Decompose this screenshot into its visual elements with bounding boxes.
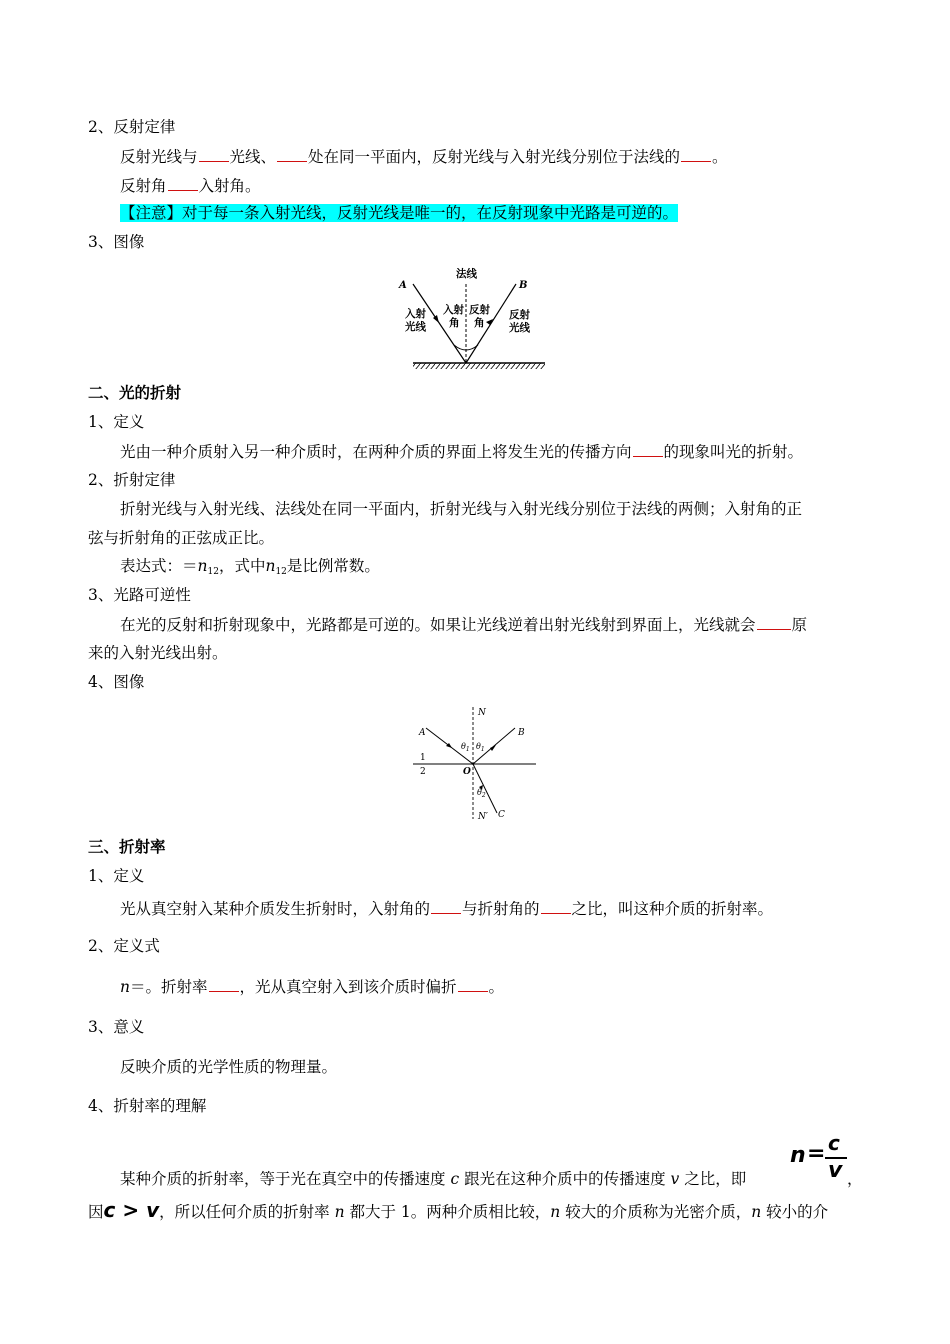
label-A: A — [399, 280, 407, 291]
label-N-prime: N′ — [478, 812, 488, 822]
heading-refraction-definition: 1、定义 — [88, 413, 145, 431]
label-B: B — [519, 280, 528, 291]
fill-blank[interactable] — [541, 898, 571, 914]
heading-refraction-law: 2、折射定律 — [88, 471, 176, 489]
section-title-refraction: 二、光的折射 — [88, 384, 182, 402]
reversibility-line-2: 来的入射光线出射。 — [88, 644, 228, 662]
svg-text:光线: 光线 — [509, 322, 530, 334]
refraction-definition: 光由一种介质射入另一种介质时，在两种介质的界面上将发生光的传播方向 的现象叫光的折射。 — [120, 443, 804, 461]
fill-blank[interactable] — [757, 614, 791, 630]
refraction-diagram — [412, 703, 542, 823]
svg-text:光线: 光线 — [405, 321, 426, 333]
label-A: A — [419, 728, 426, 738]
fill-blank[interactable] — [431, 898, 461, 914]
attention-note: 【注意】对于每一条入射光线，反射光线是唯一的，在反射现象中光路是可逆的。 — [120, 204, 679, 222]
fill-blank[interactable] — [458, 976, 488, 992]
label-O: O — [463, 767, 471, 777]
index-definition: 光从真空射入某种介质发生折射时，入射角的 与折射角的 之比，叫这种介质的折射率。 — [120, 900, 774, 918]
fill-blank[interactable] — [681, 146, 711, 162]
heading-definition-formula: 2、定义式 — [88, 937, 160, 955]
svg-text:角: 角 — [449, 317, 460, 329]
reflection-law-paragraph-1: 反射光线与 光线、 处在同一平面内，反射光线与入射光线分别位于法线的 。 — [120, 148, 728, 166]
section-heading-reflection-law: 2、反射定律 — [88, 118, 176, 136]
fill-blank[interactable] — [633, 441, 663, 457]
understanding-line-2: 因c > v，所以任何介质的折射率 n 都大于 1。两种介质相比较，n 较大的介质称为光密介质，n 较小的介 — [88, 1198, 829, 1222]
understanding-line-1: 某种介质的折射率，等于光在真空中的传播速度 c 跟光在这种介质中的传播速度 v 之比，即 — [120, 1170, 747, 1188]
label-medium-1: 1 — [420, 753, 426, 763]
heading-index-definition: 1、定义 — [88, 867, 145, 885]
reflection-law-paragraph-2: 反射角 入射角。 — [120, 177, 261, 195]
label-theta1-right: $\theta_1$ — [476, 742, 485, 753]
refraction-law-line-1: 折射光线与入射光线、法线处在同一平面内，折射光线与入射光线分别位于法线的两侧；入射角的正 — [120, 500, 803, 518]
svg-text:角: 角 — [474, 317, 485, 329]
heading-understanding: 4、折射率的理解 — [88, 1097, 207, 1115]
fill-blank[interactable] — [168, 175, 198, 191]
section-heading-reflection-figure: 3、图像 — [88, 233, 145, 251]
refraction-expression: 表达式：$=n_{12}$，式中$n_{12}$是比例常数。 — [120, 557, 380, 577]
label-N: N — [478, 708, 486, 718]
label-reflected-ray: 反射 — [509, 309, 530, 321]
heading-meaning: 3、意义 — [88, 1018, 145, 1036]
label-reflection-angle: 反射 — [469, 304, 490, 316]
heading-reversibility: 3、光路可逆性 — [88, 586, 191, 604]
definition-formula: n＝。折射率 ，光从真空射入到该介质时偏折 。 — [120, 978, 505, 996]
label-incident-angle: 入射 — [443, 304, 464, 316]
label-normal: 法线 — [456, 268, 477, 280]
fill-blank[interactable] — [277, 146, 307, 162]
label-B: B — [518, 728, 525, 738]
reflection-diagram — [385, 262, 555, 370]
refraction-law-line-2: 弦与折射角的正弦成正比。 — [88, 529, 275, 547]
meaning-text: 反映介质的光学性质的物理量。 — [120, 1058, 338, 1076]
heading-refraction-figure: 4、图像 — [88, 673, 145, 691]
fill-blank[interactable] — [199, 146, 229, 162]
label-theta2: $\theta_2$ — [477, 788, 486, 799]
fill-blank[interactable] — [209, 976, 239, 992]
label-medium-2: 2 — [420, 767, 426, 777]
reversibility-line-1: 在光的反射和折射现象中，光路都是可逆的。如果让光线逆着出射光线射到界面上，光线就会 原 — [120, 616, 808, 634]
section-title-refractive-index: 三、折射率 — [88, 838, 166, 856]
label-incident-ray: 入射 — [405, 308, 426, 320]
label-theta1-left: $\theta_1$ — [461, 742, 470, 753]
label-C: C — [498, 810, 505, 820]
